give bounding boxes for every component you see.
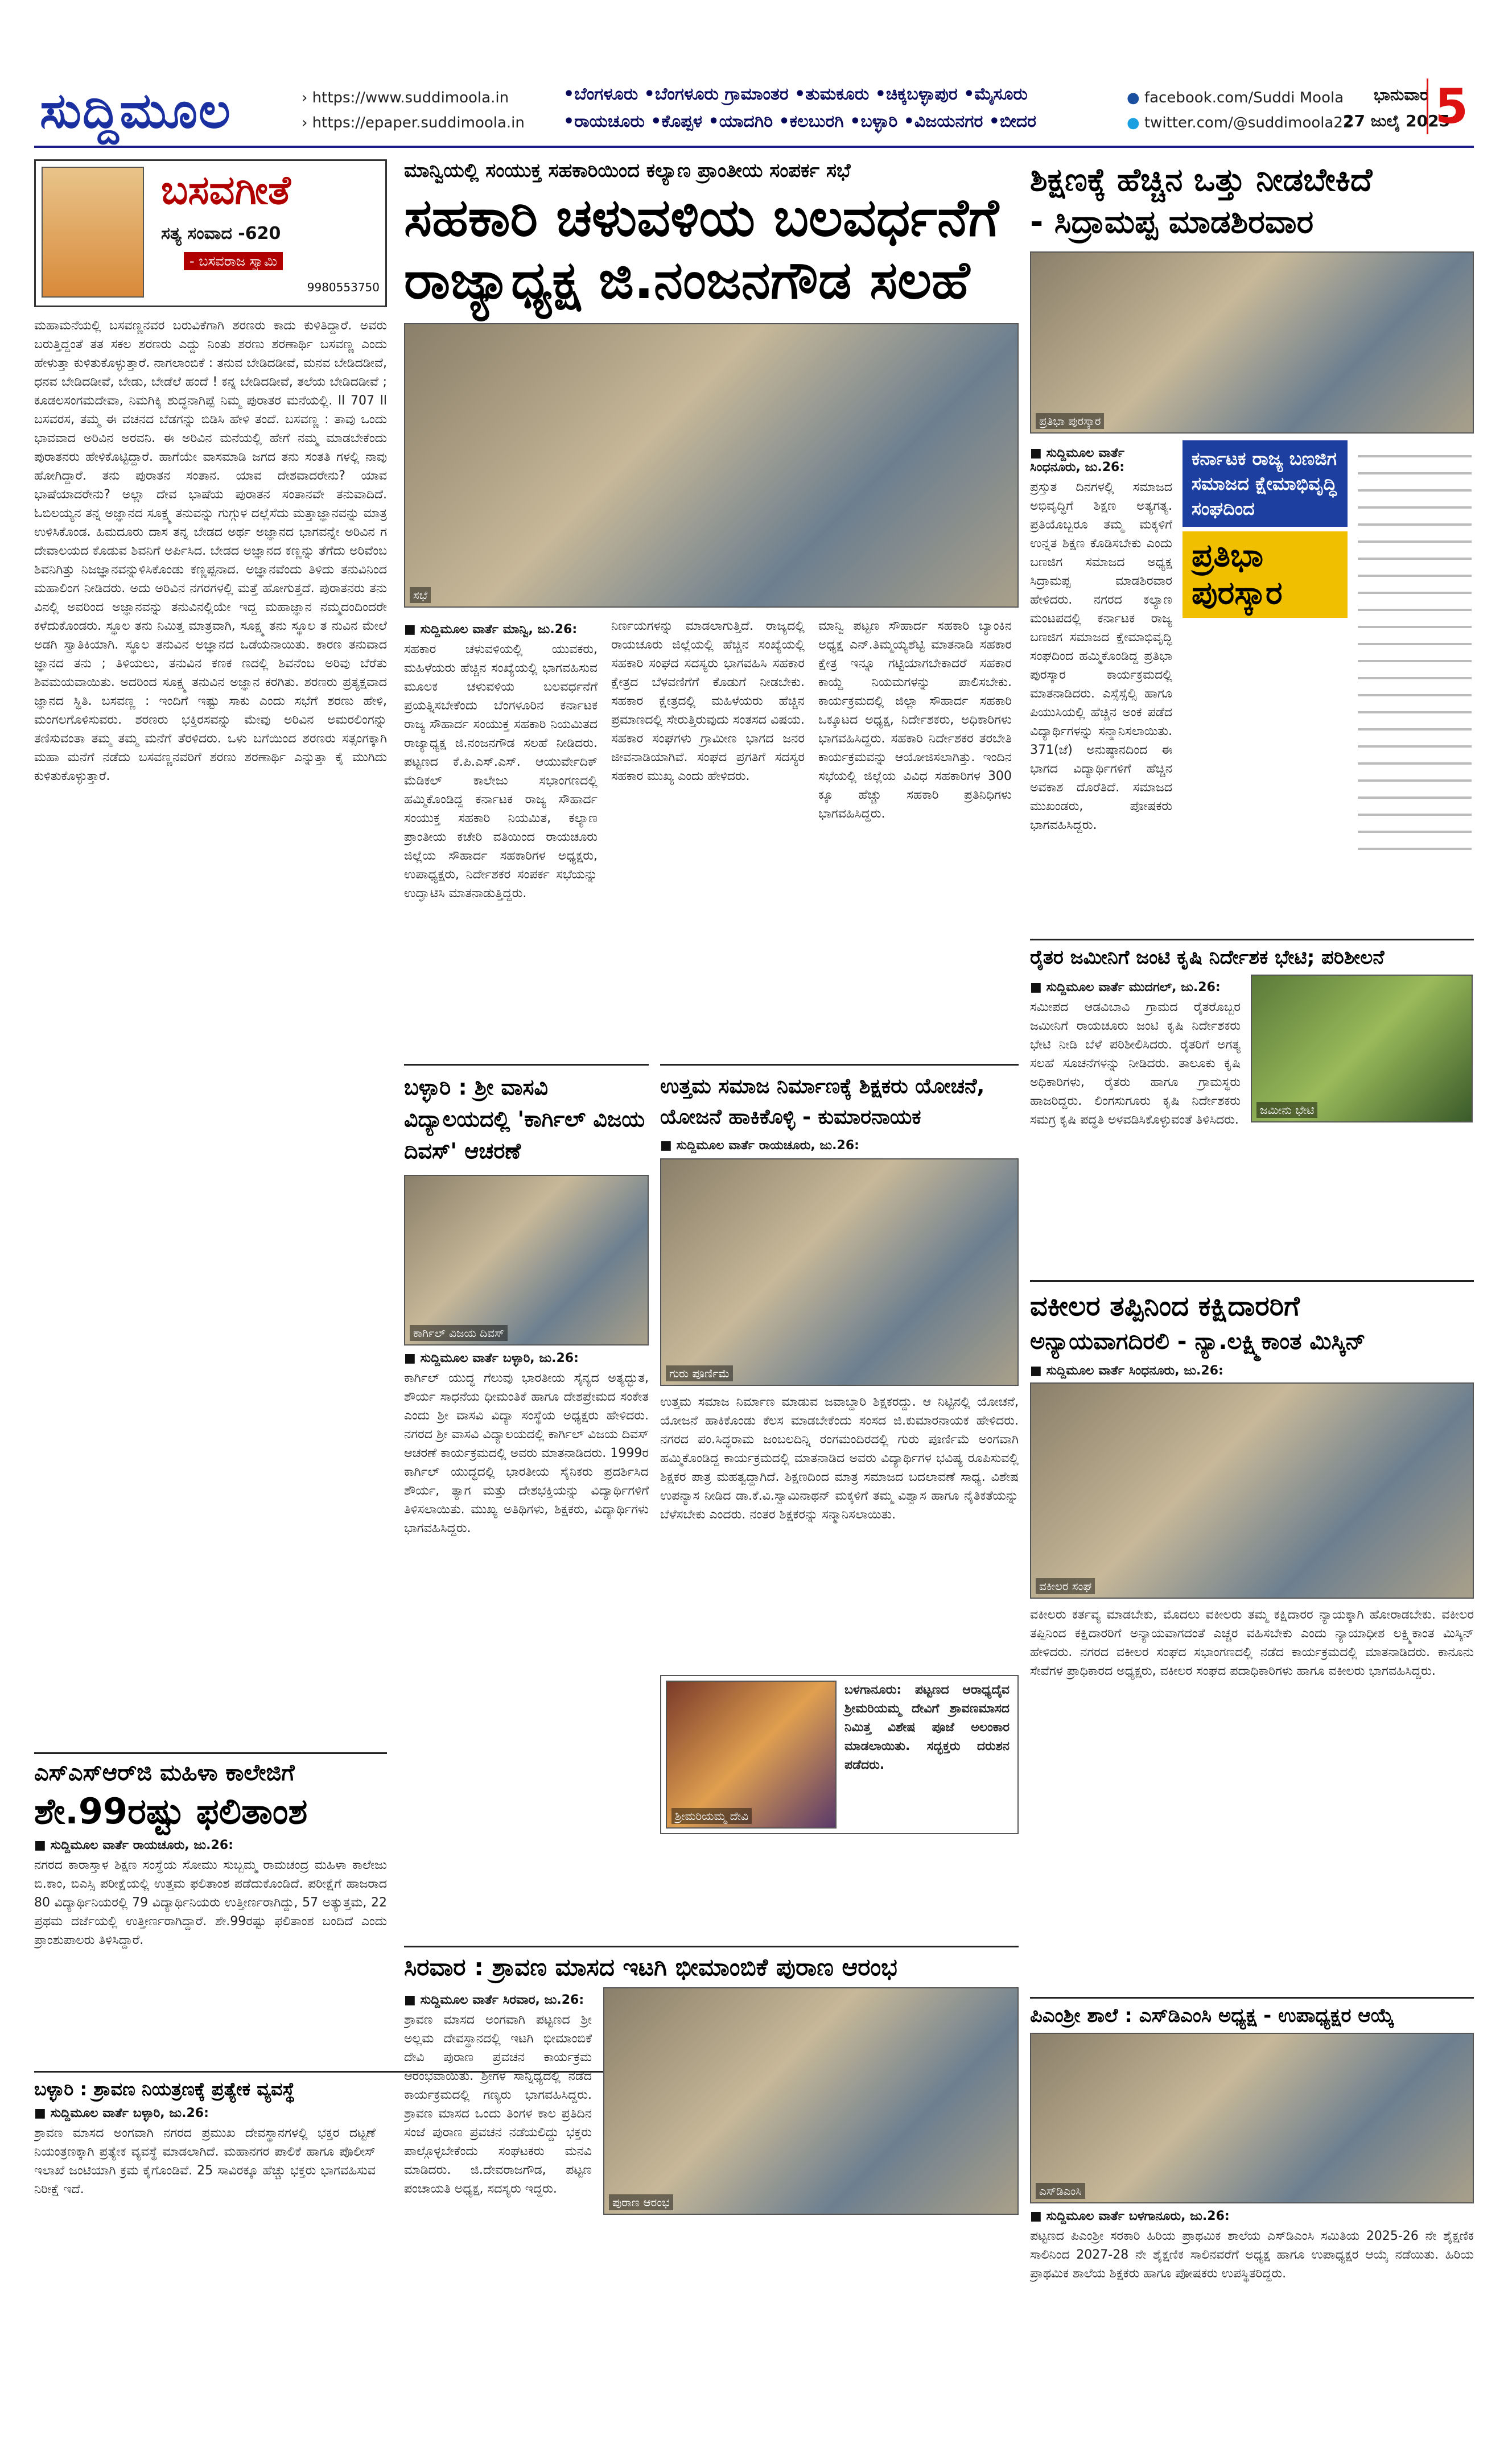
- badge-title: ಕರ್ನಾಟಕ ರಾಜ್ಯ ಬಣಜಿಗ ಸಮಾಜದ ಕ್ಷೇಮಾಭಿವೃದ್ಧಿ ಸಂಘದಿಂದ: [1182, 440, 1348, 527]
- shikshana-badge: [1182, 440, 1348, 876]
- vakeela-story: [1030, 1280, 1474, 1986]
- column-issue: ಸತ್ಯ ಸಂವಾದ -620: [161, 224, 281, 243]
- lead-photo: ಸಭೆ: [404, 323, 1019, 608]
- day-label: ಭಾನುವಾರ: [1373, 85, 1428, 104]
- epaper-link[interactable]: › https://epaper.suddimoola.in: [302, 114, 525, 131]
- vasavi-photo: ಕಾರ್ಗಿಲ್ ವಿಜಯ ದಿವಸ್: [404, 1175, 649, 1345]
- sirawar-col-1: [404, 1987, 592, 2375]
- lead-kicker: ಮಾನ್ವಿಯಲ್ಲಿ ಸಂಯುಕ್ತ ಸಹಕಾರಿಯಿಂದ ಕಲ್ಯಾಣ ಪ್ರಾಂತೀಯ ಸಂಪರ್ಕ ಸಭೆ: [404, 159, 851, 182]
- uttama-body: ಉತ್ತಮ ಸಮಾಜ ನಿರ್ಮಾಣ ಮಾಡುವ ಜವಾಬ್ದಾರಿ ಶಿಕ್ಷಕರದ್ದು. ಆ ನಿಟ್ಟಿನಲ್ಲಿ ಯೋಚನೆ, ಯೋಜನೆ ಹಾಕಿಕೊಂಡು ಕೆಲಸ ಮಾಡಬೇಕೆಂದು ಸಂಸದ ಜಿ.ಕುಮಾರನಾಯಕ ಹೇಳಿದರು. ನಗರದ ಪಂ.ಸಿದ್ಧರಾಮ ಜಂಬಲದಿನ್ನಿ ರಂಗಮಂದಿರದಲ್ಲಿ ಗುರು ಪೂರ್ಣಿಮೆ ಅಂಗವಾಗಿ ಹಮ್ಮಿಕೊಂಡಿದ್ದ ಕಾರ್ಯಕ್ರಮದಲ್ಲಿ ಮಾತನಾಡಿದ ಅವರು ವಿದ್ಯಾರ್ಥಿಗಳ ಭವಿಷ್ಯ ರೂಪಿಸುವಲ್ಲಿ ಶಿಕ್ಷಕರ ಪಾತ್ರ ಮಹತ್ವದ್ದಾಗಿದೆ. ಶಿಕ್ಷಣದಿಂದ ಮಾತ್ರ ಸಮಾಜದ ಬದಲಾವಣೆ ಸಾಧ್ಯ. ವಿಶೇಷ ಉಪನ್ಯಾಸ ನೀಡಿದ ಡಾ.ಕೆ.ವಿ.ಸ್ವಾಮಿನಾಥನ್ ಮಕ್ಕಳಿಗೆ ತಮ್ಮ ವಿಶ್ವಾಸ ಹಾಗೂ ನೈತಿಕತೆಯನ್ನು ಬೆಳೆಸಬೇಕು ಎಂದರು. ನಂತರ ಶಿಕ್ಷಕರನ್ನು ಸನ್ಮಾನಿಸಲಾಯಿತು.: [660, 1395, 1019, 1522]
- vasavi-story: [404, 1064, 649, 1917]
- uttama-headline: ಉತ್ತಮ ಸಮಾಜ ನಿರ್ಮಾಣಕ್ಕೆ ಶಿಕ್ಷಕರು ಯೋಚನೆ, ಯೋಜನೆ ಹಾಕಿಕೊಳ್ಳಿ - ಕುಮಾರನಾಯಕ: [660, 1075, 985, 1129]
- lead-headline-1: ಸಹಕಾರಿ ಚಳುವಳಿಯ ಬಲವರ್ಧನೆಗೆ: [404, 187, 999, 248]
- lead-body-3: ಮಾನ್ವಿ ಪಟ್ಟಣ ಸೌಹಾರ್ದ ಸಹಕಾರಿ ಬ್ಯಾಂಕಿನ ಅಧ್ಯಕ್ಷ ಎನ್.ತಿಮ್ಮಯ್ಯಶೆಟ್ಟಿ ಮಾತನಾಡಿ ಸಹಕಾರ ಕ್ಷೇತ್ರ ಇನ್ನೂ ಗಟ್ಟಿಯಾಗಬೇಕಾದರೆ ಸಹಕಾರ ಕಾಯ್ದೆ ನಿಯಮಗಳನ್ನು ಪಾಲಿಸಬೇಕು. ಕಾರ್ಯಕ್ರಮದಲ್ಲಿ ಜಿಲ್ಲಾ ಸೌಹಾರ್ದ ಸಹಕಾರಿ ಒಕ್ಕೂಟದ ಅಧ್ಯಕ್ಷ, ನಿರ್ದೇಶಕರು, ಅಧಿಕಾರಿಗಳು ಭಾಗವಹಿಸಿದ್ದರು. ಸಹಕಾರಿ ನಿರ್ದೇಶಕರ ತರಬೇತಿ ಕಾರ್ಯಕ್ರಮವನ್ನು ಆಯೋಜಿಸಲಾಗಿತ್ತು. ಇಂದಿನ ಸಭೆಯಲ್ಲಿ ಜಿಲ್ಲೆಯ ವಿವಿಧ ಸಹಕಾರಿಗಳ 300 ಕ್ಕೂ ಹೆಚ್ಚು ಸಹಕಾರಿ ಪ್ರತಿನಿಧಿಗಳು ಭಾಗವಹಿಸಿದ್ದರು.: [818, 619, 1012, 821]
- pmshri-story: [1030, 1997, 1474, 2389]
- temple-caption: ಬಳಗಾನೂರು: ಪಟ್ಟಣದ ಆರಾಧ್ಯದೈವ ಶ್ರೀಮರಿಯಮ್ಮ ದೇವಿಗೆ ಶ್ರಾವಣಮಾಸದ ನಿಮಿತ್ತ ವಿಶೇಷ ಪೂಜೆ ಅಲಂಕಾರ ಮಾಡಲಾಯಿತು. ಸದ್ಭಕ್ತರು ದರುಶನ ಪಡೆದರು.: [844, 1683, 1010, 1772]
- raitha-body: ಸಮೀಪದ ಆಡವಿಬಾವಿ ಗ್ರಾಮದ ರೈತರೊಬ್ಬರ ಜಮೀನಿಗೆ ರಾಯಚೂರು ಜಂಟಿ ಕೃಷಿ ನಿರ್ದೇಶಕರು ಭೇಟಿ ನೀಡಿ ಬೆಳೆ ಪರಿಶೀಲಿಸಿದರು. ರೈತರಿಗೆ ಅಗತ್ಯ ಸಲಹೆ ಸೂಚನೆಗಳನ್ನು ನೀಡಿದರು. ತಾಲೂಕು ಕೃಷಿ ಅಧಿಕಾರಿಗಳು, ರೈತರು ಹಾಗೂ ಗ್ರಾಮಸ್ಥರು ಹಾಜರಿದ್ದರು. ಲಿಂಗಸುಗೂರು ಕೃಷಿ ನಿರ್ದೇಶಕರು ಸಮಗ್ರ ಕೃಷಿ ಪದ್ಧತಿ ಅಳವಡಿಸಿಕೊಳ್ಳುವಂತೆ ತಿಳಿಸಿದರು.: [1030, 1000, 1241, 1127]
- temple-photo: ಶ್ರೀಮರಿಯಮ್ಮ ದೇವಿ: [666, 1681, 837, 1829]
- vasavi-body: ಕಾರ್ಗಿಲ್ ಯುದ್ಧ ಗೆಲುವು ಭಾರತೀಯ ಸೈನ್ಯದ ಅತ್ಯದ್ಭುತ, ಶೌರ್ಯ ಸಾಧನೆಯ ಧೀಮಂತಿಕೆ ಹಾಗೂ ದೇಶಪ್ರೇಮದ ಸಂಕೇತ ಎಂದು ಶ್ರೀ ವಾಸವಿ ವಿದ್ಯಾ ಸಂಸ್ಥೆಯ ಅಧ್ಯಕ್ಷರು ಹೇಳಿದರು. ನಗರದ ಶ್ರೀ ವಾಸವಿ ವಿದ್ಯಾಲಯದಲ್ಲಿ ಕಾರ್ಗಿಲ್ ವಿಜಯ ದಿವಸ್ ಆಚರಣೆ ಕಾರ್ಯಕ್ರಮದಲ್ಲಿ ಅವರು ಮಾತನಾಡಿದರು. 1999ರ ಕಾರ್ಗಿಲ್ ಯುದ್ಧದಲ್ಲಿ ಭಾರತೀಯ ಸೈನಿಕರು ಪ್ರದರ್ಶಿಸಿದ ಶೌರ್ಯ, ತ್ಯಾಗ ಮತ್ತು ದೇಶಭಕ್ತಿಯನ್ನು ವಿದ್ಯಾರ್ಥಿಗಳಿಗೆ ತಿಳಿಸಲಾಯಿತು. ಮುಖ್ಯ ಅತಿಥಿಗಳು, ಶಿಕ್ಷಕರು, ವಿದ್ಯಾರ್ಥಿಗಳು ಭಾಗವಹಿಸಿದ್ದರು.: [404, 1371, 649, 1536]
- facebook-link[interactable]: ● facebook.com/Suddi Moola: [1127, 89, 1344, 106]
- pmshri-byline: ■ ಸುದ್ದಿಮೂಲ ವಾರ್ತೆ ಬಳಗಾನೂರು, ಜು.26:: [1030, 2209, 1230, 2223]
- cities-row-2: •ರಾಯಚೂರು •ಕೊಪ್ಪಳ •ಯಾದಗಿರಿ •ಕಲಬುರಗಿ •ಬಳ್ಳಾರಿ •ವಿಜಯನಗರ •ಬೀದರ: [563, 112, 1036, 131]
- uttama-photo: ಗುರು ಪೂರ್ಣಿಮೆ: [660, 1158, 1019, 1386]
- vakeela-body: ವಕೀಲರು ಕರ್ತವ್ಯ ಮಾಡಬೇಕು, ಮೊದಲು ವಕೀಲರು ತಮ್ಮ ಕಕ್ಷಿದಾರರ ನ್ಯಾಯಕ್ಕಾಗಿ ಹೋರಾಡಬೇಕು. ವಕೀಲರ ತಪ್ಪಿನಿಂದ ಕಕ್ಷಿದಾರರಿಗೆ ಅನ್ಯಾಯವಾಗದಂತೆ ಎಚ್ಚರ ವಹಿಸಬೇಕು ಎಂದು ನ್ಯಾಯಾಧೀಶ ಲಕ್ಷ್ಮಿಕಾಂತ ಮಿಸ್ಕಿನ್ ಹೇಳಿದರು. ನಗರದ ವಕೀಲರ ಸಂಘದ ಸಭಾಂಗಣದಲ್ಲಿ ನಡೆದ ಕಾರ್ಯಕ್ರಮದಲ್ಲಿ ಮಾತನಾಡಿದರು. ಕಾನೂನು ಸೇವೆಗಳ ಪ್ರಾಧಿಕಾರದ ಅಧ್ಯಕ್ಷರು, ವಕೀಲರ ಸಂಘದ ಪದಾಧಿಕಾರಿಗಳು ಹಾಗೂ ವಕೀಲರು ಭಾಗವಹಿಸಿದ್ದರು.: [1030, 1608, 1474, 1678]
- basava-body: ಮಹಾಮನೆಯಲ್ಲಿ ಬಸವಣ್ಣನವರ ಬರುವಿಕೆಗಾಗಿ ಶರಣರು ಕಾದು ಕುಳಿತಿದ್ದಾರೆ. ಅವರು ಬರುತ್ತಿದ್ದಂತೆ ತತ ಸಕಲ ಶರಣರು ಎದ್ದು ನಿಂತು ಶರಣು ಶರಣಾರ್ಥಿ ಬಸವಣ್ಣ ಎಂದು ಹೇಳುತ್ತಾ ಕುಳಿತುಕೊಳ್ಳುತ್ತಾರೆ. ನಾಗಲಾಂಬಿಕೆ : ತನುವ ಬೇಡಿದಡೀವೆ, ಮನವ ಬೇಡಿದಡೀವೆ, ಧನವ ಬೇಡಿದಡೀವೆ, ಬೇಡು, ಬೇಡೆಲೆ ಹಂದೆ ! ಕನ್ನ ಬೇಡಿದಡೀವೆ, ತಲೆಯ ಬೇಡಿದಡೀವೆ ; ಕೂಡಲಸಂಗಮದೇವಾ, ನಿಮಗಿಕ್ಕಿ ಶುದ್ಧನಾಗಿಪ್ಪೆ ನಿಮ್ಮ ಪುರಾತರ ಮನೆಯಲ್ಲಿ. ll 707 ll ಬಸವರಸ, ತಮ್ಮ ಈ ವಚನದ ಬೆಡಗನ್ನು ಬಿಡಿಸಿ ಹೇಳಿ ತಂದೆ. ಬಸವಣ್ಣ : ತಾವು ಒಂದು ಭಾವವಾದ ಅರಿವಿನ ಅರವನಿ. ಈ ಅರಿವಿನ ಮನೆಯಲ್ಲಿ ಹೇಗೆ ನಮ್ಮ ಮಾಡಬೇಕೆಂದು ಪುರಾತನರು ಹೇಳಿಕೊಟ್ಟಿದ್ದಾರೆ. ಹಾಗೆಯೇ ವಾಸಮಾಡಿ ಜಗದ ತನು ಸಂತತಿ ಗಳಲ್ಲಿ ನಾವು ಹೋಗಿದ್ದಾರೆ. ತನು ಪುರಾತನ ಸಂತಾನ. ಯಾವ ದೇಶವಾದರೇನು? ಯಾವ ಭಾಷೆಯಾದರೇನು? ಅಲ್ಲಾ ದೇವ ಭಾಷೆಯ ಪುರಾತನ ಸಂತಾನವೇ ತನುವಾದಿದೆ. ಓಬಿಲಯ್ಯನ ತನ್ನ ಅಜ್ಞಾನದ ಸೂಕ್ಷ್ಮ ತನುವನ್ನು ಗುಗ್ಗುಳ ದಲ್ಲೆಸೆದು ಮತ್ತಾಜ್ಞಾನವನ್ನು ಮಾತ್ರ ಉಳಿಸಿಕೊಂಡ. ಹಿಮದೂರು ದಾಸ ತನ್ನ ಬೇಡದ ಅರ್ಥ ಅಜ್ಞಾನದ ಭಾಗವನ್ನೇ ಅರಿವಿನ ಗ ದೇವಾಲಯದ ಕೊಡುವ ಶಿವನಿಗೆ ಅರ್ಪಿಸಿದ. ಬೇಡದ ಅಜ್ಞಾನದ ಕಣ್ಣನ್ನು ತೆಗೆದು ಅರಿವೆಂಬ ಶಿವನಿಗಿತ್ತು ನಿಜಜ್ಞಾನವನ್ನುಳಿಸಿಕೊಂಡು ಕಣ್ಣಪ್ಪನಾದ. ಅಜ್ಞಾನವೆಂದು ತಿಳಿದು ತನುವಿನಿಂದ ಮಹಾಲಿಂಗ ನೀಡಿದರು. ಅದು ಅರಿವಿನ ನಗರಗಳಲ್ಲಿ ಮತ್ತೆ ಹೋಗುತ್ತದೆ. ಪುರಾತನರು ತನು ವಿನಲ್ಲಿ ಅವರಿಂದ ಅಜ್ಞಾನವನ್ನು ತನುವಿನಲ್ಲಿಯೇ ಇದ್ದ ಮಹಾಜ್ಞಾನ ನಮ್ಮದಂದಿಂದರೇ ಕಳೆದುಕೊಂಡರು. ಸ್ಥೂಲ ತನು ನಿಮಿತ್ತ ಮಾತ್ರವಾಗಿ, ಸೂಕ್ಷ್ಮ ತನು ಸ್ಥೂಲ ತ ನುವಿನ ಮೇಲೆ ಅಡಗಿ ಸ್ವಾತಿಕಿಯಾಗಿ. ಸ್ಥೂಲ ತನುವಿನ ಅಜ್ಞಾನದ ಒಡೆಯನಾಯಿತು. ಕಾರಣ ತನುವಾದ ಜ್ಞಾನದ ತನು ; ತಿಳಿಯಲು, ತನುವಿನ ಕಣಕ ಣದಲ್ಲಿ ಶಿವನೆಂಬ ಅರಿವು ಬೆರೆತು ಶಿವಮಯವಾಯಿತು. ಅದರಿಂದ ಸೂಕ್ಷ್ಮ ತನುವಿನ ಅಜ್ಞಾನ ಕರಗಿತು. ಶರಣರು ಪ್ರತ್ಯಕ್ಷವಾದ ಜ್ಞಾನದ ಸ್ಥಿತಿ. ಬಸವಣ್ಣ : ಇಂದಿಗೆ ಇಷ್ಟು ಸಾಕು ಎಂದು ಸಭೆಗೆ ಶರಣು ಹೇಳಿ, ಮಂಗಲಗೊಳಿಸುವರು. ಶರಣರು ಭಕ್ತಿರಸವನ್ನು ಮೇವು ಅರಿವಿನ ಅಮರಲಿಂಗನ್ನು ತಣಿಸುವಂತಾ ತಮ್ಮ ತಮ್ಮ ಮನೆಗೆ ತೆರಳಿದರು. ಒಳು ಬಗೆಯಿಂದ ಶರಣರು ಸತ್ಸಂಗಕ್ಕಾಗಿ ಮಹಾ ಮನೆಗೆ ನಡೆದು ಬಸವಣ್ಣನವರಿಗೆ ಶರಣು ಶರಣಾರ್ಥಿ ಎನ್ನುತ್ತಾ ಕೈ ಮುಗಿದು ಕುಳಿತುಕೊಳ್ಳುತ್ತಾರೆ.: [34, 319, 387, 783]
- social-links: [1127, 85, 1353, 135]
- website-link[interactable]: › https://www.suddimoola.in: [302, 89, 509, 106]
- column-author: - ಬಸವರಾಜ ಸ್ವಾಮಿ: [184, 252, 283, 270]
- vakeela-photo: ವಕೀಲರ ಸಂಘ: [1030, 1382, 1474, 1599]
- shikshana-story: [1030, 159, 1474, 927]
- author-phone: 9980553750: [307, 280, 380, 294]
- vasavi-byline: ■ ಸುದ್ದಿಮೂಲ ವಾರ್ತೆ ಬಳ್ಳಾರಿ, ಜು.26:: [404, 1351, 579, 1365]
- raitha-story: [1030, 939, 1474, 1269]
- pmshri-headline: ಪಿಎಂಶ್ರೀ ಶಾಲೆ : ಎಸ್‌ಡಿಎಂಸಿ ಅಧ್ಯಕ್ಷ - ಉಪಾಧ್ಯಕ್ಷರ ಆಯ್ಕೆ: [1030, 2004, 1394, 2027]
- lead-body-1: ಸಹಕಾರ ಚಳುವಳಿಯಲ್ಲಿ ಯುವಕರು, ಮಹಿಳೆಯರು ಹೆಚ್ಚಿನ ಸಂಖ್ಯೆಯಲ್ಲಿ ಭಾಗವಹಿಸುವ ಮೂಲಕ ಚಳುವಳಿಯ ಬಲವರ್ಧನೆಗೆ ಪ್ರಯತ್ನಿಸಬೇಕೆಂದು ಬೆಂಗಳೂರಿನ ಕರ್ನಾಟಕ ರಾಜ್ಯ ಸೌಹಾರ್ದ ಸಂಯುಕ್ತ ಸಹಕಾರಿ ನಿಯಮಿತದ ರಾಜ್ಯಾಧ್ಯಕ್ಷ ಜಿ.ನಂಜನಗೌಡ ಸಲಹೆ ನೀಡಿದರು. ಪಟ್ಟಣದ ಕೆ.ಪಿ.ಎಸ್.ಎಸ್. ಆಯುರ್ವೇದಿಕ್ ಮೆಡಿಕಲ್ ಕಾಲೇಜು ಸಭಾಂಗಣದಲ್ಲಿ ಹಮ್ಮಿಕೊಂಡಿದ್ದ ಕರ್ನಾಟಕ ರಾಜ್ಯ ಸೌಹಾರ್ದ ಸಂಯುಕ್ತ ಸಹಕಾರಿ ನಿಯಮಿತ, ಕಲ್ಯಾಣ ಪ್ರಾಂತೀಯ ಕಚೇರಿ ವತಿಯಿಂದ ರಾಯಚೂರು ಜಿಲ್ಲೆಯ ಸೌಹಾರ್ದ ಸಹಕಾರಿಗಳ ಅಧ್ಯಕ್ಷರು, ಉಪಾಧ್ಯಕ್ಷರು, ನಿರ್ದೇಶಕರ ಸಂಪರ್ಕ ಸಭೆಯನ್ನು ಉದ್ಘಾಟಿಸಿ ಮಾತನಾಡುತ್ತಿದ್ದರು.: [404, 642, 598, 901]
- shikshana-byline: ■ ಸುದ್ದಿಮೂಲ ವಾರ್ತೆ ಸಿಂಧನೂರು, ಜು.26:: [1030, 446, 1125, 474]
- raitha-byline: ■ ಸುದ್ದಿಮೂಲ ವಾರ್ತೆ ಮುದಗಲ್, ಜು.26:: [1030, 980, 1221, 994]
- shikshana-headline-2: - ಸಿದ್ರಾಮಪ್ಪ ಮಾಡಶಿರವಾರ: [1030, 204, 1314, 241]
- twitter-link[interactable]: ● twitter.com/@suddimoola22: [1127, 114, 1353, 131]
- badge-main: ಪ್ರತಿಭಾ ಪುರಸ್ಕಾರ: [1182, 531, 1348, 618]
- website-links: [302, 85, 525, 135]
- basava-header: [34, 159, 387, 307]
- sirawar-byline: ■ ಸುದ್ದಿಮೂಲ ವಾರ್ತೆ ಸಿರವಾರ, ಜು.26:: [404, 1993, 584, 2007]
- shikshana-photo: ಪ್ರತಿಭಾ ಪುರಸ್ಕಾರ: [1030, 251, 1474, 434]
- lead-body-2: ನಿರ್ಣಯಗಳನ್ನು ಮಾಡಲಾಗುತ್ತಿದೆ. ರಾಜ್ಯದಲ್ಲಿ ರಾಯಚೂರು ಜಿಲ್ಲೆಯಲ್ಲಿ ಹೆಚ್ಚಿನ ಸಂಖ್ಯೆಯಲ್ಲಿ ಸಹಕಾರಿ ಸಂಘದ ಸದಸ್ಯರು ಭಾಗವಹಿಸಿ ಸಹಕಾರ ಕ್ಷೇತ್ರದ ಬೆಳವಣಿಗೆಗೆ ಕೊಡುಗೆ ನೀಡಬೇಕು. ಸಹಕಾರ ಕ್ಷೇತ್ರದಲ್ಲಿ ಮಹಿಳೆಯರು ಹೆಚ್ಚಿನ ಪ್ರಮಾಣದಲ್ಲಿ ಸೇರುತ್ತಿರುವುದು ಸಂತಸದ ವಿಷಯ. ಸಹಕಾರ ಸಂಘಗಳು ಗ್ರಾಮೀಣ ಭಾಗದ ಜನರ ಜೀವನಾಡಿಯಾಗಿವೆ. ಸಂಘದ ಪ್ರಗತಿಗೆ ಸದಸ್ಯರ ಸಹಕಾರ ಮುಖ್ಯ ಎಂದು ಹೇಳಿದರು.: [611, 619, 805, 783]
- shikshana-body-cont: [1358, 440, 1472, 861]
- raitha-col-1: [1030, 975, 1241, 1237]
- sirawar-photo: ಪುರಾಣ ಆರಂಭ: [603, 1987, 1019, 2215]
- raitha-layout: [1030, 975, 1474, 1237]
- raitha-photo: ಜಮೀನು ಭೇಟಿ: [1251, 975, 1473, 1122]
- shikshana-headline-1: ಶಿಕ್ಷಣಕ್ಕೆ ಹೆಚ್ಚಿನ ಒತ್ತು ನೀಡಬೇಕಿದೆ: [1030, 162, 1373, 199]
- date-block: [1343, 82, 1451, 134]
- vasavi-headline: ಬಳ್ಳಾರಿ : ಶ್ರೀ ವಾಸವಿ ವಿದ್ಯಾಲಯದಲ್ಲಿ 'ಕಾರ್ಗಿಲ್ ವಿಜಯ ದಿವಸ್' ಆಚರಣೆ: [404, 1075, 645, 1163]
- twitter-icon: ●: [1127, 114, 1140, 131]
- edition-cities: [563, 81, 1110, 135]
- vakeela-headline-1: ವಕೀಲರ ತಪ್ಪಿನಿಂದ ಕಕ್ಷಿದಾರರಿಗೆ: [1030, 1290, 1300, 1322]
- shravana-byline: ■ ಸುದ್ದಿಮೂಲ ವಾರ್ತೆ ಬಳ್ಳಾರಿ, ಜು.26:: [34, 2106, 209, 2120]
- temple-box: [660, 1675, 1019, 1834]
- ssrg-byline: ■ ಸುದ್ದಿಮೂಲ ವಾರ್ತೆ ರಾಯಚೂರು, ಜು.26:: [34, 1838, 233, 1852]
- author-portrait: [42, 167, 144, 298]
- basava-geethe-column: [34, 159, 387, 1741]
- lead-col-1: [404, 617, 598, 1038]
- uttama-story: [660, 1064, 1019, 1940]
- masthead: [34, 68, 1474, 148]
- uttama-byline: ■ ಸುದ್ದಿಮೂಲ ವಾರ್ತೆ ರಾಯಚೂರು, ಜು.26:: [660, 1138, 859, 1153]
- shikshana-body: ಪ್ರಸ್ತುತ ದಿನಗಳಲ್ಲಿ ಸಮಾಜದ ಅಭಿವೃದ್ಧಿಗೆ ಶಿಕ್ಷಣ ಅತ್ಯಗತ್ಯ. ಪ್ರತಿಯೊಬ್ಬರೂ ತಮ್ಮ ಮಕ್ಕಳಿಗೆ ಉನ್ನತ ಶಿಕ್ಷಣ ಕೊಡಿಸಬೇಕು ಎಂದು ಬಣಜಿಗ ಸಮಾಜದ ಅಧ್ಯಕ್ಷ ಸಿದ್ರಾಮಪ್ಪ ಮಾಡಶಿರವಾರ ಹೇಳಿದರು. ನಗರದ ಕಲ್ಯಾಣ ಮಂಟಪದಲ್ಲಿ ಕರ್ನಾಟಕ ರಾಜ್ಯ ಬಣಜಿಗ ಸಮಾಜದ ಕ್ಷೇಮಾಭಿವೃದ್ಧಿ ಸಂಘದಿಂದ ಹಮ್ಮಿಕೊಂಡಿದ್ದ ಪ್ರತಿಭಾ ಪುರಸ್ಕಾರ ಕಾರ್ಯಕ್ರಮದಲ್ಲಿ ಮಾತನಾಡಿದರು. ಎಸ್ಸೆಸ್ಸೆಲ್ಸಿ ಹಾಗೂ ಪಿಯುಸಿಯಲ್ಲಿ ಹೆಚ್ಚಿನ ಅಂಕ ಪಡೆದ ವಿದ್ಯಾರ್ಥಿಗಳನ್ನು ಸನ್ಮಾನಿಸಲಾಯಿತು. 371(ಜೆ) ಅನುಷ್ಠಾನದಿಂದ ಈ ಭಾಗದ ವಿದ್ಯಾರ್ಥಿಗಳಿಗೆ ಹೆಚ್ಚಿನ ಅವಕಾಶ ದೊರೆತಿದೆ. ಸಮಾಜದ ಮುಖಂಡರು, ಪೋಷಕರು ಭಾಗವಹಿಸಿದ್ದರು.: [1030, 480, 1172, 832]
- sirawar-headline: ಸಿರವಾರ : ಶ್ರಾವಣ ಮಾಸದ ಇಟಗಿ ಭೀಮಾಂಬಿಕೆ ಪುರಾಣ ಆರಂಭ: [404, 1953, 897, 1981]
- lead-story: [404, 159, 1019, 1053]
- date-label: 27 ಜುಲೈ 2025: [1343, 112, 1451, 130]
- sirawar-layout: [404, 1987, 1019, 2375]
- page-number: 5: [1427, 79, 1468, 134]
- shravana-body: ಶ್ರಾವಣ ಮಾಸದ ಅಂಗವಾಗಿ ನಗರದ ಪ್ರಮುಖ ದೇವಸ್ಥಾನಗಳಲ್ಲಿ ಭಕ್ತರ ದಟ್ಟಣೆ ನಿಯಂತ್ರಣಕ್ಕಾಗಿ ಪ್ರತ್ಯೇಕ ವ್ಯವಸ್ಥೆ ಮಾಡಲಾಗಿದೆ. ಮಹಾನಗರ ಪಾಲಿಕೆ ಹಾಗೂ ಪೊಲೀಸ್ ಇಲಾಖೆ ಜಂಟಿಯಾಗಿ ಕ್ರಮ ಕೈಗೊಂಡಿವೆ. 25 ಸಾವಿರಕ್ಕೂ ಹೆಚ್ಚು ಭಕ್ತರು ಭಾಗವಹಿಸುವ ನಿರೀಕ್ಷೆ ಇದೆ.: [34, 2126, 376, 2197]
- ssrg-story: [34, 1752, 387, 2059]
- lead-byline: ■ ಸುದ್ದಿಮೂಲ ವಾರ್ತೆ ಮಾನ್ವಿ, ಜು.26:: [404, 622, 578, 637]
- shikshana-col-1: [1030, 440, 1172, 876]
- lead-columns: [404, 617, 1019, 1038]
- cities-row-1: •ಬೆಂಗಳೂರು •ಬೆಂಗಳೂರು ಗ್ರಾಮಾಂತರ •ತುಮಕೂರು •ಚಿಕ್ಕಬಳ್ಳಾಪುರ •ಮೈಸೂರು: [563, 84, 1028, 104]
- ssrg-headline-1: ಎಸ್‌ಎಸ್‌ಆರ್‌ಜಿ ಮಹಿಳಾ ಕಾಲೇಜಿಗೆ: [34, 1760, 295, 1786]
- vakeela-byline: ■ ಸುದ್ದಿಮೂಲ ವಾರ್ತೆ ಸಿಂಧನೂರು, ಜು.26:: [1030, 1364, 1223, 1378]
- lead-headline-2: ರಾಜ್ಯಾಧ್ಯಕ್ಷ ಜಿ.ನಂಜನಗೌಡ ಸಲಹೆ: [404, 250, 970, 311]
- vakeela-headline-2: ಅನ್ಯಾಯವಾಗದಿರಲಿ - ನ್ಯಾ.ಲಕ್ಷ್ಮಿಕಾಂತ ಮಿಸ್ಕಿನ್: [1030, 1328, 1366, 1355]
- raitha-headline: ರೈತರ ಜಮೀನಿಗೆ ಜಂಟಿ ಕೃಷಿ ನಿರ್ದೇಶಕ ಭೇಟಿ; ಪರಿಶೀಲನೆ: [1030, 946, 1385, 969]
- sirawar-body: ಶ್ರಾವಣ ಮಾಸದ ಅಂಗವಾಗಿ ಪಟ್ಟಣದ ಶ್ರೀ ಅಲ್ಲಮ ದೇವಸ್ಥಾನದಲ್ಲಿ ಇಟಗಿ ಭೀಮಾಂಬಿಕೆ ದೇವಿ ಪುರಾಣ ಪ್ರವಚನ ಕಾರ್ಯಕ್ರಮ ಆರಂಭವಾಯಿತು. ಶ್ರೀಗಳ ಸಾನ್ನಿಧ್ಯದಲ್ಲಿ ನಡೆದ ಕಾರ್ಯಕ್ರಮದಲ್ಲಿ ಗಣ್ಯರು ಭಾಗವಹಿಸಿದ್ದರು. ಶ್ರಾವಣ ಮಾಸದ ಒಂದು ತಿಂಗಳ ಕಾಲ ಪ್ರತಿದಿನ ಸಂಜೆ ಪುರಾಣ ಪ್ರವಚನ ನಡೆಯಲಿದ್ದು ಭಕ್ತರು ಪಾಲ್ಗೊಳ್ಳಬೇಕೆಂದು ಸಂಘಟಕರು ಮನವಿ ಮಾಡಿದರು. ಜಿ.ದೇವರಾಜಗೌಡ, ಪಟ್ಟಣ ಪಂಚಾಯತಿ ಅಧ್ಯಕ್ಷ, ಸದಸ್ಯರು ಇದ್ದರು.: [404, 2013, 592, 2196]
- shikshana-layout: [1030, 440, 1474, 876]
- newspaper-logo: ಸುದ್ದಿಮೂಲ: [40, 82, 232, 139]
- column-title: ಬಸವಗೀತೆ: [161, 167, 291, 213]
- ssrg-headline-2: ಶೇ.99ರಷ್ಟು ಫಲಿತಾಂಶ: [34, 1790, 308, 1832]
- pmshri-body: ಪಟ್ಟಣದ ಪಿಎಂಶ್ರೀ ಸರಕಾರಿ ಹಿರಿಯ ಪ್ರಾಥಮಿಕ ಶಾಲೆಯ ಎಸ್‌ಡಿಎಂಸಿ ಸಮಿತಿಯ 2025-26 ನೇ ಶೈಕ್ಷಣಿಕ ಸಾಲಿನಿಂದ 2027-28 ನೇ ಶೈಕ್ಷಣಿಕ ಸಾಲಿನವರೆಗೆ ಅಧ್ಯಕ್ಷ ಹಾಗೂ ಉಪಾಧ್ಯಕ್ಷರ ಆಯ್ಕೆ ನಡೆಯಿತು. ಹಿರಿಯ ಪ್ರಾಥಮಿಕ ಶಾಲೆಯ ಶಿಕ್ಷಕರು ಹಾಗೂ ಪೋಷಕರು ಉಪಸ್ಥಿತರಿದ್ದರು.: [1030, 2229, 1474, 2281]
- pmshri-photo: ಎಸ್‌ಡಿಎಂಸಿ: [1030, 2033, 1474, 2203]
- sirawar-story: [404, 1946, 1019, 2389]
- facebook-icon: ●: [1127, 89, 1140, 106]
- ssrg-body: ನಗರದ ಕಾರಾಸ್ತಾಳ ಶಿಕ್ಷಣ ಸಂಸ್ಥೆಯ ಸೋಮು ಸುಬ್ಬಮ್ಮ ರಾಮಚಂದ್ರ ಮಹಿಳಾ ಕಾಲೇಜು ಬಿ.ಕಾಂ, ಬಿಎಸ್ಸಿ ಪರೀಕ್ಷೆಯಲ್ಲಿ ಉತ್ತಮ ಫಲಿತಾಂಶ ಪಡೆದುಕೊಂಡಿದೆ. ಪರೀಕ್ಷೆಗೆ ಹಾಜರಾದ 80 ವಿದ್ಯಾರ್ಥಿನಿಯರಲ್ಲಿ 79 ವಿದ್ಯಾರ್ಥಿನಿಯರು ಉತ್ತೀರ್ಣರಾಗಿದ್ದು, 57 ಅತ್ಯುತ್ತಮ, 22 ಪ್ರಥಮ ದರ್ಜೆಯಲ್ಲಿ ಉತ್ತೀರ್ಣರಾಗಿದ್ದಾರೆ. ಶೇ.99ರಷ್ಟು ಫಲಿತಾಂಶ ಬಂದಿದೆ ಎಂದು ಪ್ರಾಂಶುಪಾಲರು ತಿಳಿಸಿದ್ದಾರೆ.: [34, 1858, 387, 1947]
- shravana-headline: ಬಳ್ಳಾರಿ : ಶ್ರಾವಣ ನಿಯತ್ರಣಕ್ಕೆ ಪ್ರತ್ಯೇಕ ವ್ಯವಸ್ಥೆ: [34, 2078, 295, 2100]
